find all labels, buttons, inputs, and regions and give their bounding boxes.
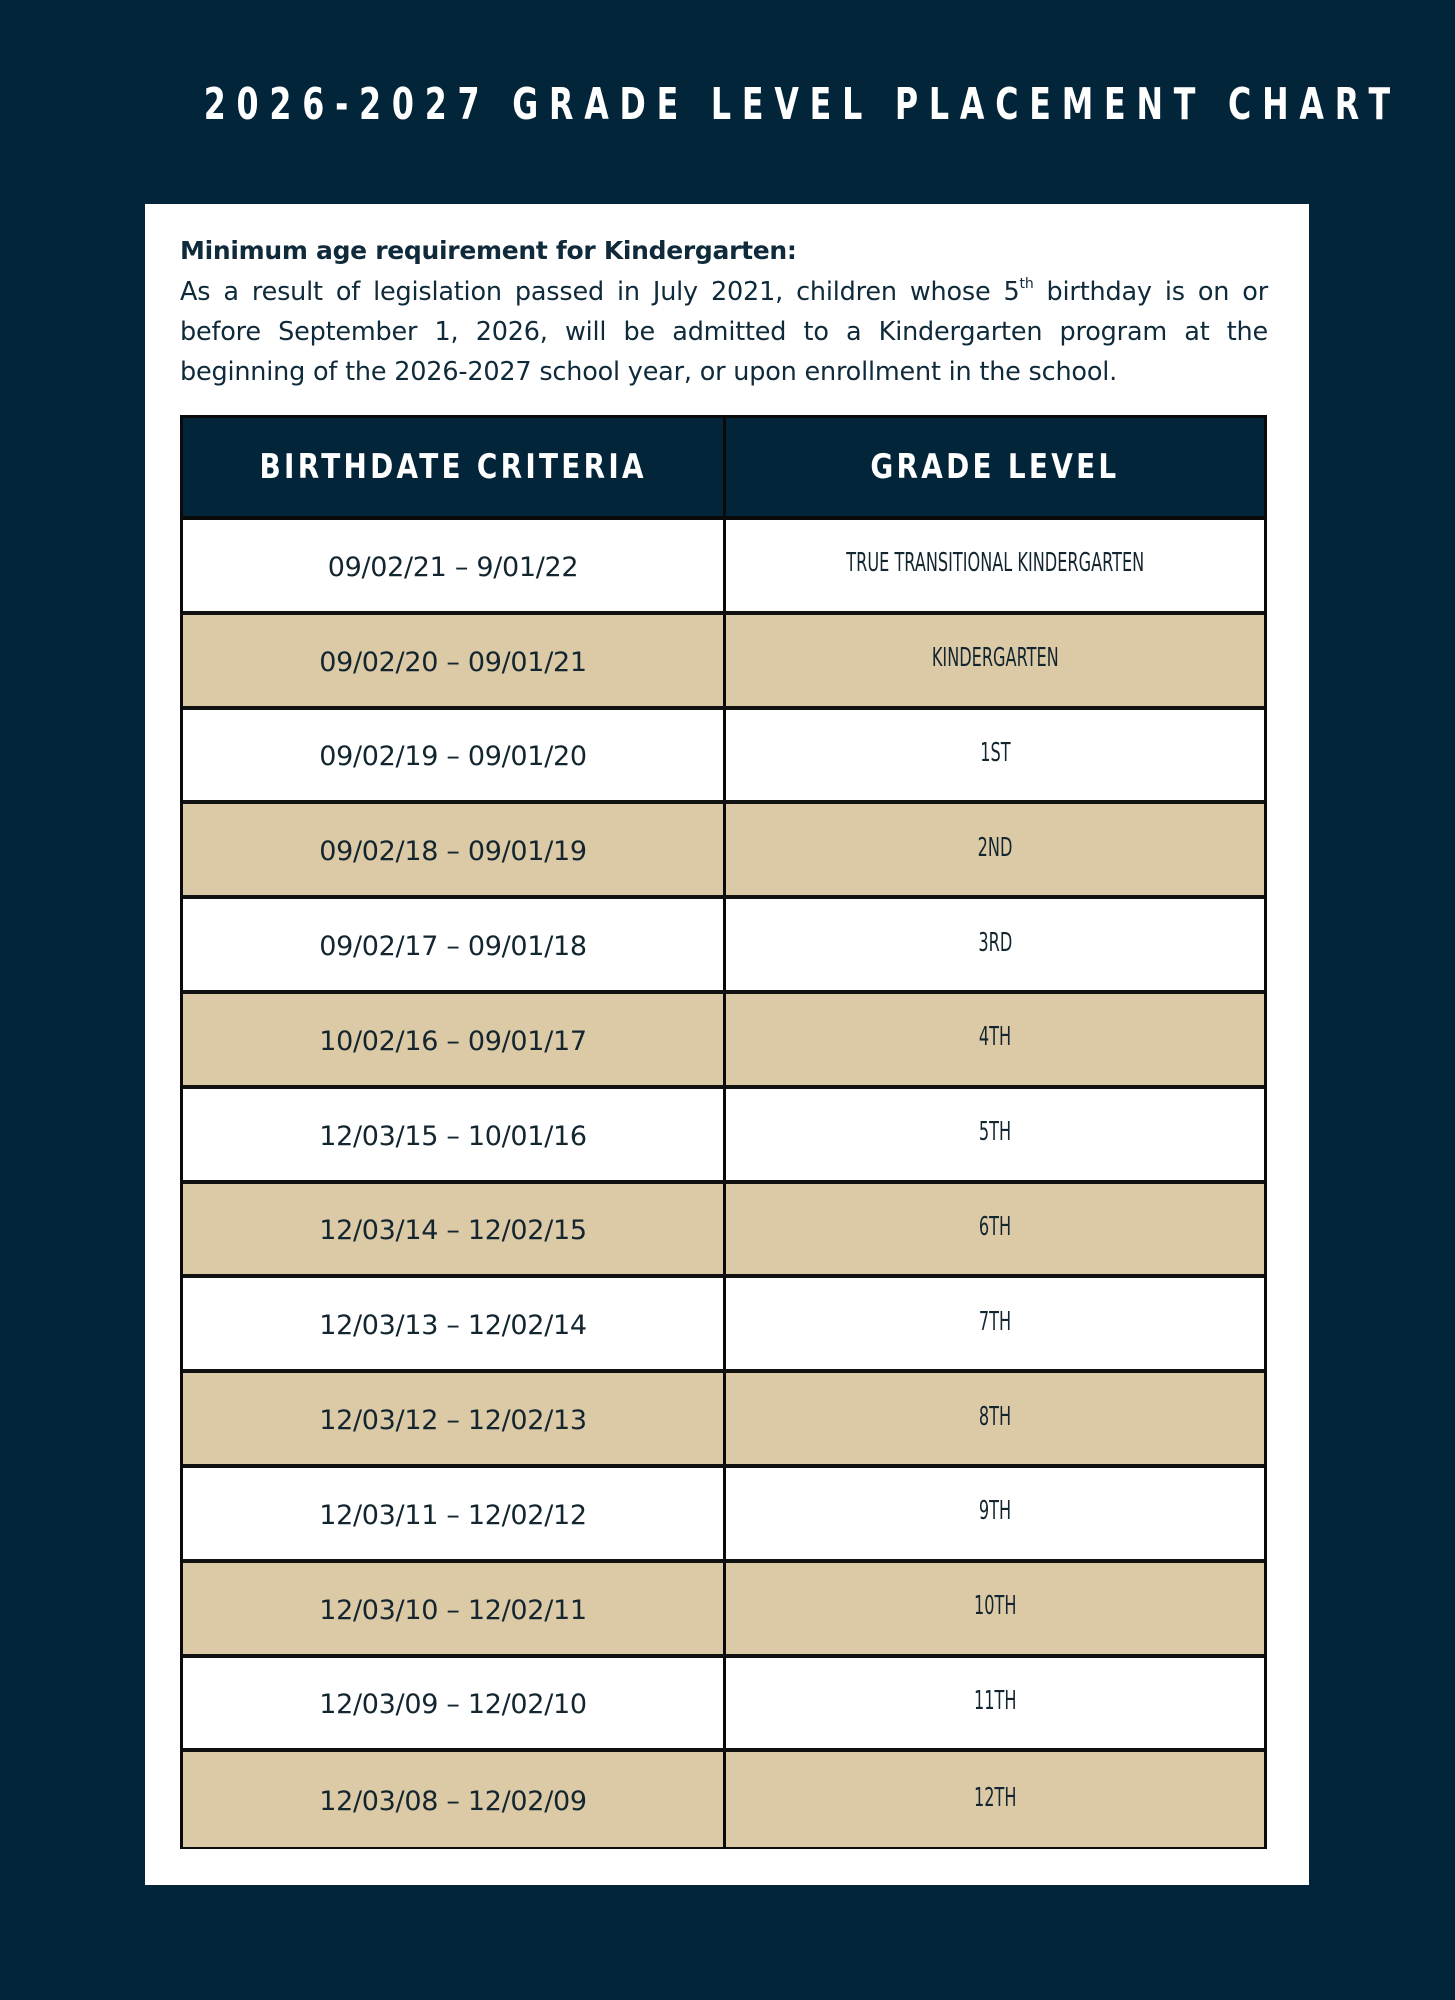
grade-level: 11TH — [973, 1685, 1017, 1716]
grade-cell — [726, 899, 1264, 990]
grade-cell — [726, 1373, 1264, 1464]
grade-level: 4TH — [978, 1022, 1012, 1053]
table-row — [183, 615, 1264, 710]
table-row — [183, 899, 1264, 994]
grade-level: 2ND — [977, 832, 1013, 863]
grade-cell — [726, 520, 1264, 611]
birthdate-cell — [183, 1752, 726, 1847]
grade-cell — [726, 1278, 1264, 1369]
birthdate-range: 09/02/17 – 09/01/18 — [319, 931, 587, 963]
header-cell-birthdate — [183, 418, 726, 516]
intro-section — [180, 234, 1268, 392]
birthdate-cell — [183, 1184, 726, 1275]
table-row — [183, 804, 1264, 899]
header-grade-level: GRADE LEVEL — [870, 447, 1120, 487]
grade-level: 6TH — [978, 1211, 1012, 1242]
birthdate-range: 12/03/08 – 12/02/09 — [319, 1786, 587, 1818]
table-header-row — [183, 418, 1264, 520]
birthdate-range: 12/03/09 – 12/02/10 — [319, 1689, 587, 1721]
grade-cell — [726, 804, 1264, 895]
grade-cell — [726, 1563, 1264, 1654]
birthdate-cell — [183, 804, 726, 895]
table-row — [183, 520, 1264, 615]
birthdate-range: 12/03/14 – 12/02/15 — [319, 1215, 587, 1247]
intro-body-part-1: As a result of legislation passed in July 2021, children whose 5 — [180, 277, 1020, 307]
birthdate-range: 10/02/16 – 09/01/17 — [319, 1025, 587, 1057]
grade-level: 10TH — [973, 1591, 1017, 1622]
birthdate-range: 09/02/19 – 09/01/20 — [319, 741, 587, 773]
page-title: 2026-2027 GRADE LEVEL PLACEMENT CHART — [203, 79, 1401, 130]
table-row — [183, 1089, 1264, 1184]
grade-level: 7TH — [978, 1306, 1012, 1337]
table-row — [183, 1278, 1264, 1373]
birthdate-range: 12/03/13 – 12/02/14 — [319, 1310, 587, 1342]
grade-cell — [726, 1468, 1264, 1559]
birthdate-cell — [183, 1373, 726, 1464]
table-row — [183, 1468, 1264, 1563]
grade-level: 9TH — [978, 1496, 1012, 1527]
table-row — [183, 1373, 1264, 1468]
grade-cell — [726, 1089, 1264, 1180]
grade-level: 8TH — [978, 1401, 1012, 1432]
birthdate-cell — [183, 1563, 726, 1654]
birthdate-range: 12/03/10 – 12/02/11 — [319, 1594, 587, 1626]
placement-table — [180, 415, 1267, 1849]
birthdate-cell — [183, 520, 726, 611]
birthdate-range: 09/02/20 – 09/01/21 — [319, 646, 587, 678]
grade-cell — [726, 1658, 1264, 1749]
intro-body — [180, 272, 1268, 392]
birthdate-cell — [183, 1468, 726, 1559]
birthdate-range: 09/02/21 – 9/01/22 — [327, 551, 579, 583]
birthdate-cell — [183, 1278, 726, 1369]
birthdate-range: 09/02/18 – 09/01/19 — [319, 836, 587, 868]
birthdate-cell — [183, 1089, 726, 1180]
table-row — [183, 1658, 1264, 1753]
birthdate-cell — [183, 899, 726, 990]
birthdate-range: 12/03/11 – 12/02/12 — [319, 1499, 587, 1531]
grade-cell — [726, 615, 1264, 706]
grade-cell — [726, 1752, 1264, 1847]
grade-cell — [726, 1184, 1264, 1275]
birthdate-cell — [183, 994, 726, 1085]
table-row — [183, 1563, 1264, 1658]
grade-cell — [726, 994, 1264, 1085]
table-row — [183, 710, 1264, 805]
grade-level: 12TH — [973, 1782, 1017, 1813]
birthdate-range: 12/03/12 – 12/02/13 — [319, 1405, 587, 1437]
intro-heading: Minimum age requirement for Kindergarten: — [180, 236, 797, 265]
table-row — [183, 994, 1264, 1089]
grade-level: KINDERGARTEN — [931, 643, 1059, 674]
grade-level: 5TH — [978, 1117, 1012, 1148]
intro-body-superscript: th — [1019, 276, 1034, 292]
header-cell-grade — [726, 418, 1264, 516]
header-birthdate-criteria: BIRTHDATE CRITERIA — [259, 447, 647, 487]
birthdate-range: 12/03/15 – 10/01/16 — [319, 1120, 587, 1152]
birthdate-cell — [183, 710, 726, 801]
intro-body-part-2: birthday is on or before September 1, 2026, will be admitted to a Kindergarten program at the beginning of the 2026-2027 school year, or upon enrollment in the school. — [180, 277, 1268, 387]
table-row — [183, 1752, 1264, 1847]
table-row — [183, 1184, 1264, 1279]
birthdate-cell — [183, 615, 726, 706]
grade-cell — [726, 710, 1264, 801]
birthdate-cell — [183, 1658, 726, 1749]
grade-level: 3RD — [978, 927, 1012, 958]
grade-level: 1ST — [979, 737, 1011, 768]
content-card — [145, 204, 1309, 1885]
grade-level: TRUE TRANSITIONAL KINDERGARTEN — [846, 548, 1144, 579]
